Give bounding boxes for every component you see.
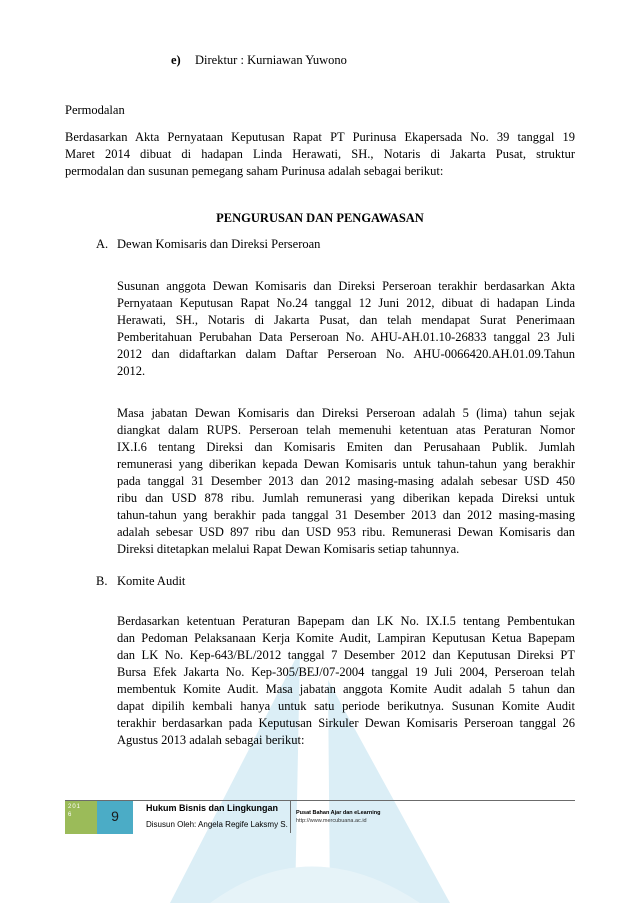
director-line: Direktur : Kurniawan Yuwono: [195, 53, 347, 67]
item-a-para1-line: Susunan anggota Dewan Komisaris dan Direksi Perseroan terakhir berdasarkan Akta: [117, 279, 575, 293]
item-a-para2-line: Masa jabatan Dewan Komisaris dan Direksi Perseroan adalah 5 (lima) tahun sejak: [117, 406, 575, 420]
item-a-para2-line: adalah sebesar USD 897 ribu dan USD 953 ribu. Remunerasi Dewan Komisaris dan: [117, 525, 575, 539]
item-b-para1-line: Bursa Efek Jakarta No. Kep-305/BEJ/07-2004 tanggal 19 Juli 2004, Perseroan telah: [117, 665, 575, 679]
item-a-para2-line: remunerasi yang diberikan kepada Dewan Komisaris untuk tahun-tahun yang berakhir: [117, 457, 575, 471]
item-a-label: A.: [96, 237, 109, 251]
item-b-para1-line: membentuk Komite Audit. Masa jabatan anggota Komite Audit adalah 5 tahun dan: [117, 682, 575, 696]
item-a-para1-line: 2012.: [117, 364, 146, 378]
footer-vertical-divider: [290, 801, 291, 833]
item-a-para2-line: Direksi ditetapkan melalui Rapat Dewan Komisaris setiap tahunnya.: [117, 542, 460, 556]
item-a-para1-line: 2012 dan didaftarkan dalam Daftar Perseroan No. AHU-0066420.AH.01.09.Tahun: [117, 347, 575, 361]
footer-divider: [65, 800, 575, 801]
item-a-para2-line: diangkat dalam RUPS. Perseroan telah memenuhi ketentuan atas Peraturan Nomor: [117, 423, 575, 437]
footer-url[interactable]: http://www.mercubuana.ac.id: [296, 818, 367, 824]
footer-center-name: Pusat Bahan Ajar dan eLearning: [296, 810, 381, 816]
permodalan-heading: Permodalan: [65, 103, 125, 117]
item-a-para1-line: Pernyataan Keputusan Rapat No.24 tanggal 12 Juni 2012, dibuat di hadapan Linda: [117, 296, 575, 310]
item-b-para1-line: Berdasarkan ketentuan Peraturan Bapepam dan LK No. IX.I.5 tentang Pembentukan: [117, 614, 575, 628]
item-b-para1-line: dapat dipilih kembali hanya untuk satu periode berikutnya. Susunan Komite Audit: [117, 699, 575, 713]
item-marker: e): [171, 53, 181, 67]
footer-year: 201 6: [68, 804, 82, 818]
item-a-para2-line: IX.I.6 tentang Direksi dan Komisaris Emiten dan Perusahaan Publik. Jumlah: [117, 440, 575, 454]
permodalan-line: Maret 2014 dibuat di hadapan Linda Herawati, SH., Notaris di Jakarta Pusat, struktur: [65, 147, 575, 161]
item-a-para1-line: Pemberitahuan Perubahan Data Perseroan No. AHU-AH.01.10-26833 tanggal 23 Juli: [117, 330, 575, 344]
footer-course-title: Hukum Bisnis dan Lingkungan: [146, 803, 279, 813]
item-b-para1-line: Agustus 2013 adalah sebagai berikut:: [117, 733, 305, 747]
permodalan-line: Berdasarkan Akta Pernyataan Keputusan Rapat PT Purinusa Ekapersada No. 39 tanggal 19: [65, 130, 575, 144]
permodalan-line: permodalan dan susunan pemegang saham Purinusa adalah sebagai berikut:: [65, 164, 444, 178]
item-b-title: Komite Audit: [117, 574, 186, 588]
item-a-para2-line: ribu dan USD 878 ribu. Jumlah remunerasi yang diberikan kepada Direksi untuk: [117, 491, 575, 505]
section-title: PENGURUSAN DAN PENGAWASAN: [216, 211, 424, 225]
item-b-para1-line: dan LK No. Kep-643/BL/2012 tanggal 7 Desember 2012 dan Keputusan Direksi PT: [117, 648, 575, 662]
item-a-para2-line: pada tanggal 31 Desember 2013 dan 2012 masing-masing adalah sebesar USD 450: [117, 474, 575, 488]
item-a-para2-line: tahun-tahun yang berakhir pada tanggal 31 Desember 2013 dan 2012 masing-masing: [117, 508, 575, 522]
item-b-label: B.: [96, 574, 108, 588]
item-a-para1-line: Herawati, SH., Notaris di Jakarta Pusat, dan telah mendapat Surat Penerimaan: [117, 313, 575, 327]
item-b-para1-line: terakhir berdasarkan pada Keputusan Sirkuler Dewan Komisaris Perseroan tanggal 26: [117, 716, 575, 730]
item-a-title: Dewan Komisaris dan Direksi Perseroan: [117, 237, 321, 251]
footer-page-number: 9: [111, 808, 119, 824]
item-b-para1-line: dan Pedoman Pelaksanaan Kerja Komite Audit, Lampiran Keputusan Ketua Bapepam: [117, 631, 575, 645]
footer-author: Disusun Oleh: Angela Regife Laksmy S.: [146, 820, 288, 829]
